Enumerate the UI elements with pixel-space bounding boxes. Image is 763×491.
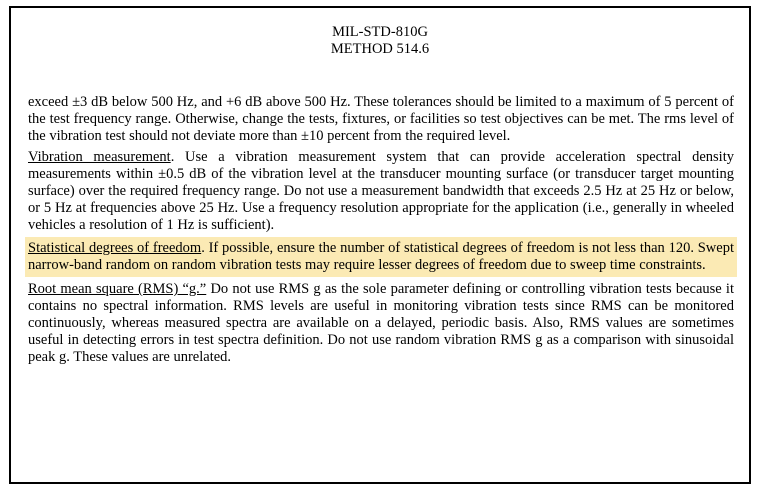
paragraph-heading: Statistical degrees of freedom xyxy=(28,240,202,256)
paragraph-heading: Vibration measurement xyxy=(28,149,171,165)
document-header xyxy=(11,24,749,58)
paragraph-rms-g xyxy=(25,281,737,366)
paragraph-vibration-measurement xyxy=(25,149,737,234)
paragraph-text: . Use a vibration measurement system that can provide acceleration spectral density measurements within ±0.5 dB of the vibration level at the transducer mounting surface (or transducer target mounting surface) over the required frequency range. Do not use a measurement bandwidth that exceeds 2.5 Hz at 25 Hz or below, or 5 Hz at frequencies above 25 Hz. Use a frequency resolution appropriate for the application (i.e., generally in wheeled vehicles a resolution of 1 Hz is sufficient). xyxy=(28,149,734,233)
paragraph-text: . If possible, ensure the number of statistical degrees of freedom is not less than 120. Swept narrow-band random on random vibration tests may require lesser degrees of freedom due to sweep time constraints. xyxy=(28,240,734,273)
paragraph-tolerances xyxy=(25,94,737,145)
method-number: METHOD 514.6 xyxy=(330,41,430,57)
paragraph-text: exceed ±3 dB below 500 Hz, and +6 dB above 500 Hz. These tolerances should be limited to a maximum of 5 percent of the test frequency range. Otherwise, change the tests, fixtures, or facilities so test objectives can be met. The rms level of the vibration test should not deviate more than ±10 percent from the required level. xyxy=(28,94,734,144)
standard-number: MIL-STD-810G xyxy=(332,24,428,40)
document-page xyxy=(9,6,751,484)
paragraph-text: Do not use RMS g as the sole parameter defining or controlling vibration tests because it contains no spectral information. RMS levels are useful in monitoring vibration tests since RMS can be monitored continuously, whereas measured spectra are available on a delayed, periodic basis. Also, RMS values are sometimes useful in detecting errors in test spectra definition. Do not use random vibration RMS g as a comparison with sinusoidal peak g. These values are unrelated. xyxy=(28,281,734,365)
paragraph-statistical-degrees-of-freedom xyxy=(25,237,737,277)
document-body xyxy=(25,94,737,370)
paragraph-heading: Root mean square (RMS) “g.” xyxy=(28,281,207,297)
